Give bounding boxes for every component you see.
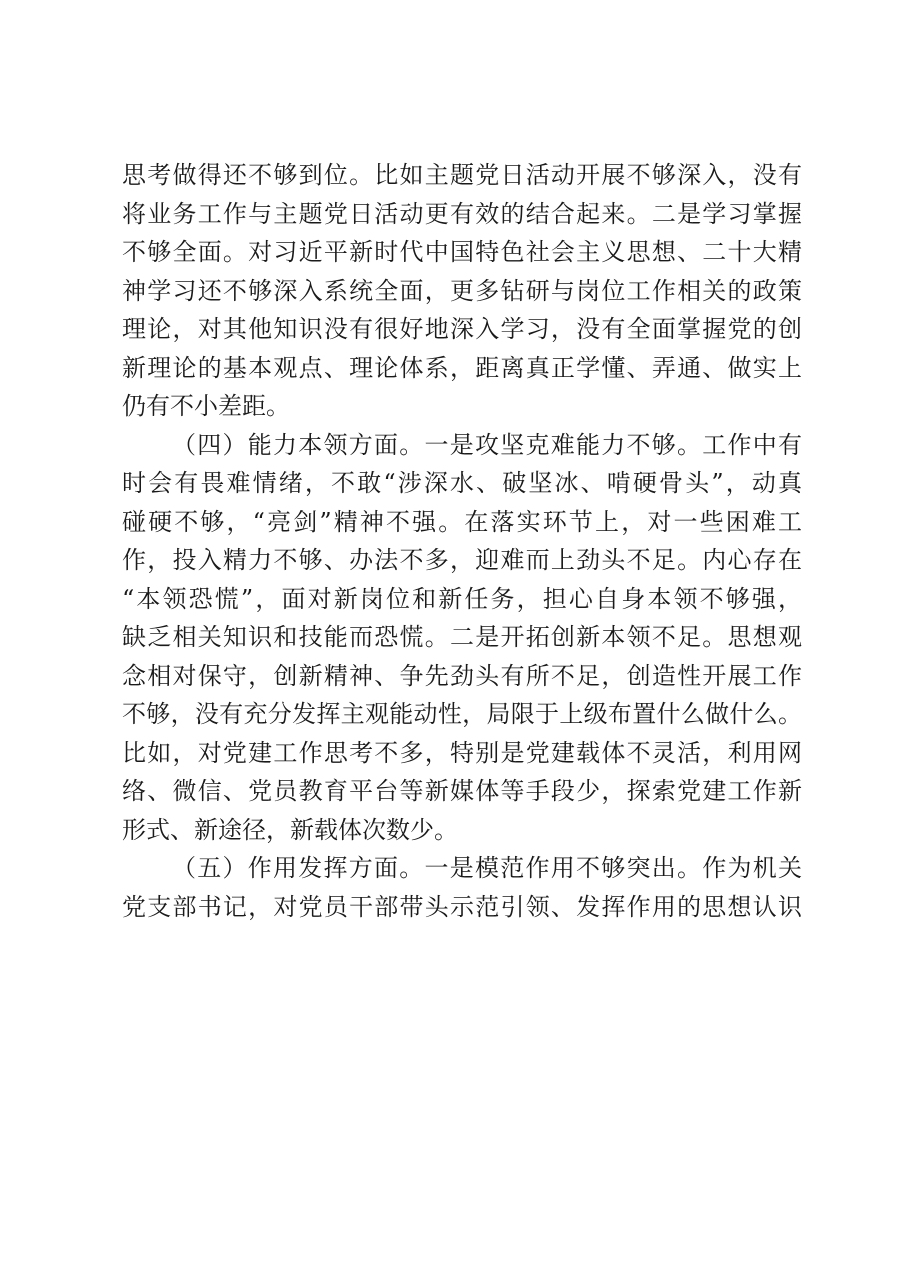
text-line: 不够全面。对习近平新时代中国特色社会主义思想、二十大精 bbox=[122, 238, 802, 266]
text-line: 神学习还不够深入系统全面，更多钻研与岗位工作相关的政策 bbox=[122, 276, 802, 305]
text-line: 党支部书记，对党员干部带头示范引领、发挥作用的思想认识 bbox=[122, 892, 802, 921]
paragraph-study bbox=[122, 156, 802, 426]
text-line: 理论，对其他知识没有很好地深入学习，没有全面掌握党的创 bbox=[122, 315, 802, 343]
text-line: 络、微信、党员教育平台等新媒体等手段少，探索党建工作新 bbox=[122, 777, 802, 805]
text-line: 念相对保守，创新精神、争先劲头有所不足，创造性开展工作 bbox=[122, 661, 802, 690]
text-line: （五）作用发挥方面。一是模范作用不够突出。作为机关 bbox=[172, 854, 802, 882]
text-line: 不够，没有充分发挥主观能动性，局限于上级布置什么做什么。 bbox=[122, 700, 802, 728]
paragraph-ability bbox=[122, 426, 802, 850]
text-line: 思考做得还不够到位。比如主题党日活动开展不够深入，没有 bbox=[122, 161, 802, 189]
text-line: 仍有不小差距。 bbox=[122, 392, 290, 420]
text-line: 将业务工作与主题党日活动更有效的结合起来。二是学习掌握 bbox=[122, 199, 802, 228]
text-line: 形式、新途径，新载体次数少。 bbox=[122, 815, 458, 844]
paragraph-role bbox=[122, 849, 802, 926]
text-line: 碰硬不够，“亮剑”精神不强。在落实环节上，对一些困难工 bbox=[122, 507, 802, 536]
text-line: 时会有畏难情绪，不敢“涉深水、破坚冰、啃硬骨头”，动真 bbox=[122, 469, 802, 497]
text-line: 比如，对党建工作思考不多，特别是党建载体不灵活，利用网 bbox=[122, 738, 802, 767]
text-line: 新理论的基本观点、理论体系，距离真正学懂、弄通、做实上 bbox=[122, 353, 802, 382]
text-line: （四）能力本领方面。一是攻坚克难能力不够。工作中有 bbox=[172, 430, 802, 459]
text-line: 缺乏相关知识和技能而恐慌。二是开拓创新本领不足。思想观 bbox=[122, 623, 802, 651]
document-body bbox=[122, 156, 802, 926]
text-line: “本领恐慌”，面对新岗位和新任务，担心自身本领不够强， bbox=[122, 584, 802, 613]
text-line: 作，投入精力不够、办法不多，迎难而上劲头不足。内心存在 bbox=[122, 546, 802, 574]
